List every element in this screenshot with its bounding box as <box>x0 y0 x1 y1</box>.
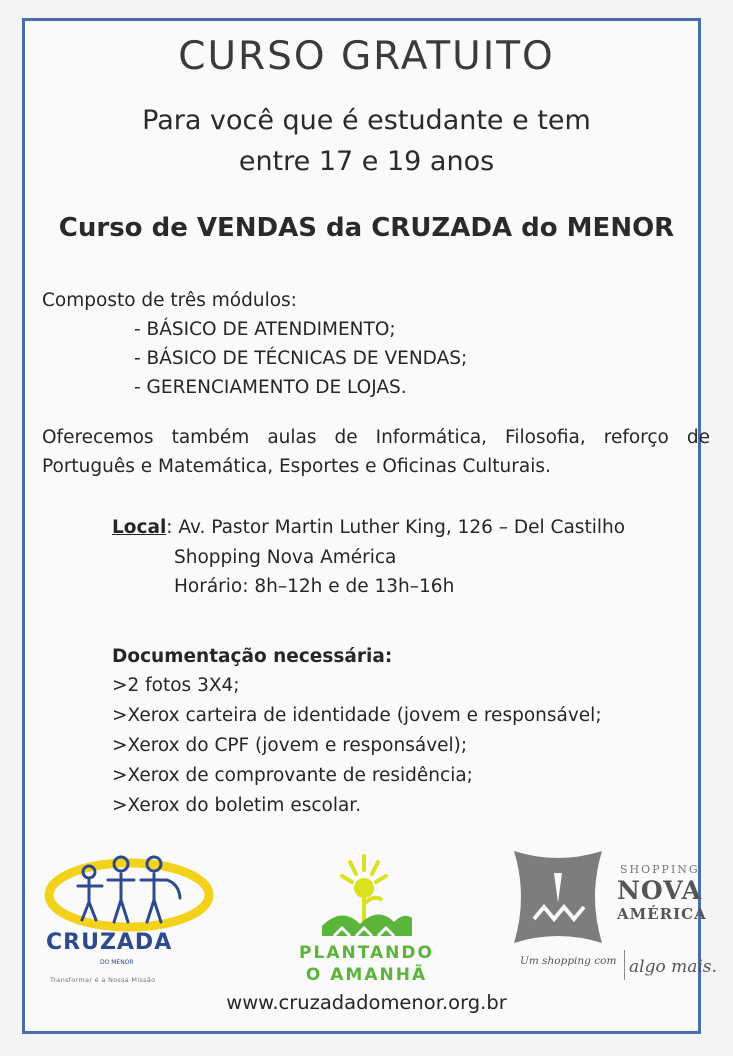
location-label: Local <box>112 517 167 538</box>
offer-paragraph: Oferecemos também aulas de Informática, Filosofia, reforço de Português e Matemática, Esportes e Oficinas Culturais. <box>42 427 710 477</box>
modules-intro: Composto de três módulos: <box>42 290 297 311</box>
page-title: CURSO GRATUITO <box>178 34 555 79</box>
nova-divider <box>624 950 625 980</box>
location-address: Av. Pastor Martin Luther King, 126 – Del Castilho <box>178 517 626 538</box>
location-line <box>112 513 625 542</box>
plantando-line-1: PLANTANDO <box>299 943 434 963</box>
course-name: Curso de VENDAS da CRUZADA do MENOR <box>58 213 675 243</box>
document-item: >Xerox do CPF (jovem e responsável); <box>112 735 468 756</box>
document-item: >Xerox do boletim escolar. <box>112 795 362 816</box>
subtitle-line-1: Para você que é estudante e tem <box>142 105 591 136</box>
nova-slogan-2: algo mais. <box>629 957 717 977</box>
document-item: >2 fotos 3X4; <box>112 675 240 696</box>
module-item: - BÁSICO DE TÉCNICAS DE VENDAS; <box>134 348 468 369</box>
location-venue: Shopping Nova América <box>174 547 397 568</box>
nova-shopping: SHOPPING <box>620 863 700 876</box>
cruzada-sub: DO MENOR <box>100 959 134 966</box>
cruzada-name: CRUZADA <box>46 930 173 955</box>
nova-name-2: AMÉRICA <box>617 905 707 923</box>
subtitle <box>0 100 733 182</box>
document-item: >Xerox de comprovante de residência; <box>112 765 473 786</box>
website-url[interactable]: www.cruzadadomenor.org.br <box>226 991 507 1014</box>
subtitle-line-2: entre 17 e 19 anos <box>238 146 495 177</box>
documents-title-text: Documentação necessária <box>112 646 385 667</box>
location-colon: : <box>166 517 173 538</box>
nova-slogan-1: Um shopping com <box>520 955 617 967</box>
module-item: - GERENCIAMENTO DE LOJAS. <box>134 377 407 398</box>
nova-name-1: NOVA <box>617 876 703 905</box>
documents-colon: : <box>384 646 393 667</box>
cruzada-tagline: Transformar é a Nossa Missão <box>50 976 156 984</box>
plantando-line-2: O AMANHÃ <box>305 965 428 985</box>
document-item: >Xerox carteira de identidade (jovem e responsável; <box>112 705 602 726</box>
documents-title <box>112 642 392 671</box>
plantando-logo-icon <box>312 852 422 952</box>
module-item: - BÁSICO DE ATENDIMENTO; <box>134 319 396 340</box>
location-hours: Horário: 8h–12h e de 13h–16h <box>174 576 455 597</box>
nova-america-logo-icon <box>508 843 608 949</box>
